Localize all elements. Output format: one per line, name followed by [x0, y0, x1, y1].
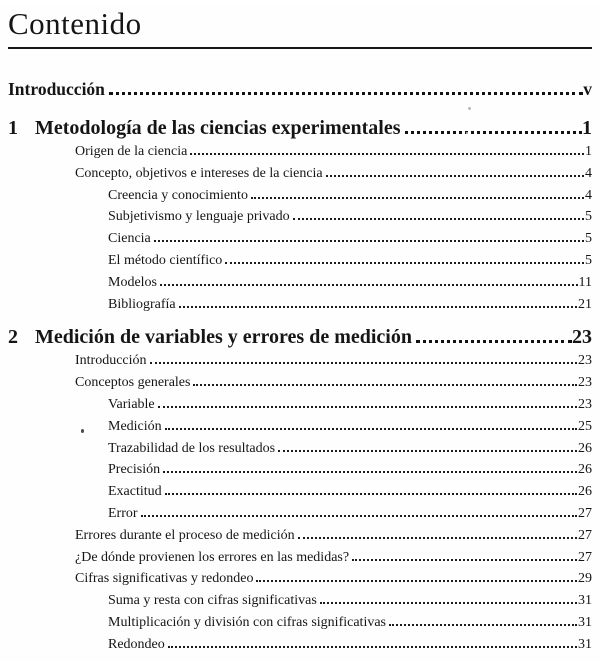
chapter-title: Medición de variables y errores de medición: [35, 326, 412, 349]
toc-entry-row: [8, 459, 592, 481]
toc-entry-page: 23: [578, 375, 592, 391]
toc-entry-row: [8, 481, 592, 503]
toc-entry-page: 1: [585, 144, 592, 159]
toc-entry-row: [8, 503, 592, 525]
toc-entry-page: 31: [578, 614, 592, 630]
toc-chapter-row: [8, 324, 592, 350]
chapter-page: 1: [582, 117, 592, 139]
chapter-number: 2: [8, 326, 18, 349]
toc-entry-row: [8, 634, 592, 656]
toc-entry-page: 31: [578, 636, 592, 652]
dot-leader: [320, 602, 577, 604]
toc-entry-label: Bibliografía: [108, 296, 176, 312]
toc-entry-row: [8, 294, 592, 316]
dot-leader: [154, 240, 584, 242]
toc-entry-row: [8, 590, 592, 612]
toc-entry-label: Modelos: [108, 274, 157, 290]
dot-leader: [168, 646, 577, 648]
toc-entry-label: Errores durante el proceso de medición: [75, 527, 295, 543]
toc-entry-page: 27: [578, 505, 592, 521]
toc-entry-page: 4: [585, 187, 592, 203]
chapter-number: 1: [8, 117, 18, 139]
toc-entry-row: [8, 438, 592, 460]
page-title: Contenido: [8, 6, 592, 49]
dot-leader: [179, 306, 577, 308]
dot-leader: [293, 218, 584, 220]
toc-entry-row: [8, 272, 592, 294]
toc-entry-row: [8, 163, 592, 185]
scan-artifact: [81, 429, 84, 433]
toc-entry-row: [8, 185, 592, 207]
dot-leader: [298, 537, 577, 539]
toc-entry-page: 4: [585, 165, 592, 181]
toc-entry-label: Multiplicación y división con cifras significativas: [108, 614, 386, 630]
toc-entry-label: Error: [108, 505, 138, 521]
toc-entry-label: El método científico: [108, 252, 223, 268]
toc-entry-label: Subjetivismo y lenguaje privado: [108, 209, 290, 225]
dot-leader: [165, 428, 577, 430]
toc-entry-label: Cifras significativas y redondeo: [75, 571, 254, 587]
toc-entry-page: 27: [578, 527, 592, 543]
dot-leader: [389, 624, 577, 626]
toc-entry-label: Redondeo: [108, 636, 165, 652]
toc-entry-page: 21: [578, 296, 592, 312]
toc-entry-page: 27: [578, 549, 592, 565]
toc-entry-label: Introducción: [75, 353, 147, 369]
toc-entry-label: Medición: [108, 418, 162, 434]
toc-entry-label: Conceptos generales: [75, 375, 191, 391]
toc-entry-page: v: [583, 79, 592, 99]
scan-artifact: [466, 132, 468, 134]
toc-entry-row: [8, 250, 592, 272]
toc-entry-page: 23: [578, 396, 592, 412]
toc-entry-row: [8, 228, 592, 250]
toc-entry-page: 31: [578, 593, 592, 609]
dot-leader: [150, 362, 577, 364]
dot-leader: [405, 131, 583, 134]
toc-entry-label: Ciencia: [108, 231, 151, 247]
dot-leader: [326, 175, 584, 177]
toc-entry-label: Exactitud: [108, 484, 162, 500]
toc-entry-page: 11: [578, 274, 592, 290]
toc-entry-row: [8, 372, 592, 394]
toc-entry-row: [8, 206, 592, 228]
toc-entry-page: 5: [585, 252, 592, 268]
dot-leader: [225, 262, 584, 264]
toc-entry-row: [8, 568, 592, 590]
toc-entry-page: 5: [585, 209, 592, 225]
toc-front-matter-row: [8, 78, 592, 100]
toc-entry-label: Variable: [108, 396, 155, 412]
toc-entry-row: [8, 416, 592, 438]
toc-page: [8, 6, 592, 662]
toc-entry-label: Concepto, objetivos e intereses de la ciencia: [75, 165, 323, 181]
dot-leader: [190, 153, 584, 155]
toc-entry-label: ¿De dónde provienen los errores en las medidas?: [75, 549, 350, 565]
toc-entry-row: [8, 525, 592, 547]
dot-leader: [416, 340, 572, 343]
toc-entry-label: Origen de la ciencia: [75, 144, 188, 159]
toc-entry-page: 23: [578, 353, 592, 369]
chapter-title: Metodología de las ciencias experimentales: [35, 117, 401, 139]
toc-entry-label: Introducción: [8, 79, 105, 99]
toc-entry-label: Suma y resta con cifras significativas: [108, 593, 317, 609]
chapter-page: 23: [572, 326, 592, 349]
toc-entry-label: Precisión: [108, 462, 161, 478]
dot-leader: [193, 384, 577, 386]
toc-entry-row: [8, 350, 592, 372]
dot-leader: [165, 493, 577, 495]
dot-leader: [163, 471, 577, 473]
toc-entry-row: [8, 394, 592, 416]
dot-leader: [278, 450, 577, 452]
dot-leader: [251, 197, 584, 199]
toc-entry-row: [8, 547, 592, 569]
toc-entry-page: 26: [578, 440, 592, 456]
toc-entry-label: Creencia y conocimiento: [108, 187, 248, 203]
toc-chapter-row: [8, 115, 592, 141]
dot-leader: [158, 406, 577, 408]
dot-leader: [160, 284, 578, 286]
toc-entry-page: 26: [578, 484, 592, 500]
toc-entry-row: [8, 612, 592, 634]
dot-leader: [109, 92, 583, 95]
toc-entry-label: Trazabilidad de los resultados: [108, 440, 276, 456]
toc-entry-page: 25: [578, 418, 592, 434]
toc-entry-row: [8, 141, 592, 163]
toc-entry-page: 5: [585, 231, 592, 247]
scan-artifact: [468, 107, 471, 110]
toc-entry-page: 26: [578, 462, 592, 478]
toc-entry-page: 29: [578, 571, 592, 587]
dot-leader: [141, 515, 577, 517]
dot-leader: [256, 580, 577, 582]
dot-leader: [352, 559, 577, 561]
